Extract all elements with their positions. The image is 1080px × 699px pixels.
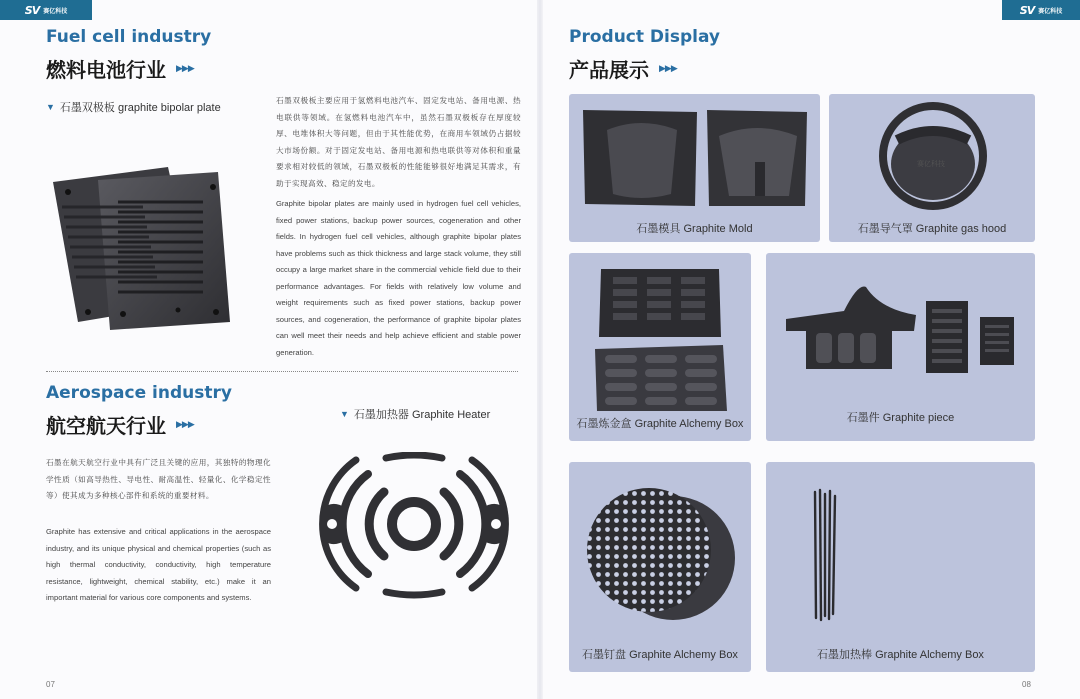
product-caption: 石墨炼金盒 Graphite Alchemy Box [576,418,744,430]
heater-caption [340,406,490,422]
graphite-gas-hood-image [877,100,989,210]
fuel-cell-title-zh-text: 燃料电池行业 [46,58,166,82]
product-card-graphite-mold [569,94,820,242]
product-caption: 石墨钉盘 Graphite Alchemy Box [582,649,738,661]
aerospace-paragraph-zh: 石墨在航天航空行业中具有广泛且关键的应用，其独特的物理化学性质（如高导热性、导电性、耐高温性、轻量化、化学稳定性等）使其成为多种核心部件和系统的重要材料。 [46,458,271,500]
brand-logo-left [0,0,92,20]
brand-logo-right [1002,0,1080,20]
product-card-graphite-piece [766,253,1035,441]
aerospace-title-en: Aerospace industry [46,383,232,403]
product-card-graphite-alchemy-box [569,253,751,441]
product-card-graphite-nail-plate [569,462,751,672]
bipolar-plate-image [48,162,234,334]
product-caption: 石墨件 Graphite piece [846,412,955,424]
graphite-alchemy-box-image [591,265,731,413]
product-card-graphite-gas-hood [829,94,1035,242]
logo-text: 赛亿科技 [43,8,68,15]
bipolar-plate-caption-text: 石墨双极板 graphite bipolar plate [59,102,221,114]
svg-text:赛亿科技: 赛亿科技 [917,160,945,168]
triangle-down-icon: ▼ [46,102,55,112]
graphite-nail-plate-image [585,480,735,630]
triple-arrow-icon: ▶▶▶ [176,419,194,430]
page-number-right: 08 [1022,680,1031,689]
product-display-title-en: Product Display [569,27,720,47]
graphite-mold-image [579,106,811,211]
aerospace-title-zh [46,410,194,439]
fuel-cell-title-en: Fuel cell industry [46,27,212,47]
page-number-left: 07 [46,680,55,689]
product-display-title-zh-text: 产品展示 [569,58,649,82]
aerospace-paragraph-en: Graphite has extensive and critical applications in the aerospace industry, and its unique physical and chemical properties (such as high thermal conductivity, conductivity, high temperature resistance, lightweight, chemical stability, etc.) make it an important material for various core components and systems. [46,527,271,602]
product-display-title-zh [569,54,677,83]
product-caption: 石墨导气罩 Graphite gas hood [857,223,1007,235]
bipolar-plate-caption [46,99,221,115]
logo-text: 赛亿科技 [1038,8,1063,15]
graphite-heater-image [316,452,512,602]
product-card-graphite-heating-rod [766,462,1035,672]
aerospace-title-zh-text: 航空航天行业 [46,414,166,438]
fuel-cell-paragraph-zh: 石墨双极板主要应用于氢燃料电池汽车、固定发电站、备用电源、热电联供等领域。在氢燃料电池汽车中，虽然石墨双极板存在厚度较厚、电堆体积大等问题，但由于其性能优势，在商用车领域仍占据较大市场份额。对于固定发电站、备用电源和热电联供等对体积和重量要求相对较低的领域，石墨双极板的性能能够很好地满足其需求，有助于实现高效、稳定的发电。 [276,96,521,188]
product-caption: 石墨加热棒 Graphite Alchemy Box [817,649,984,661]
section-divider [46,371,518,372]
triple-arrow-icon: ▶▶▶ [659,63,677,74]
triangle-down-icon: ▼ [340,409,349,419]
fuel-cell-title-zh [46,54,194,83]
page-gutter [537,0,543,699]
fuel-cell-paragraph-en: Graphite bipolar plates are mainly used in hydrogen fuel cell vehicles, fixed power stations, backup power sources, cogeneration and other fields. In hydrogen fuel cell vehicles, although graphite bipolar plates have problems such as thick thickness and large stack volume, they still occupy a large market share in the commercial vehicle field due to their performance advantages. For fields with relatively low volume and weight requirements such as fixed power stations, backup power sources, and cogeneration, the performance of graphite bipolar plates can well meet their needs and help achieve efficient and stable power generation. [276,199,521,357]
logo-mark: SV [1019,3,1035,17]
graphite-piece-image [784,281,1020,381]
triple-arrow-icon: ▶▶▶ [176,63,194,74]
graphite-heating-rod-image [810,488,840,624]
heater-caption-text: 石墨加热器 Graphite Heater [353,409,491,421]
logo-mark: SV [24,3,40,17]
product-caption: 石墨模具 Graphite Mold [636,223,753,235]
